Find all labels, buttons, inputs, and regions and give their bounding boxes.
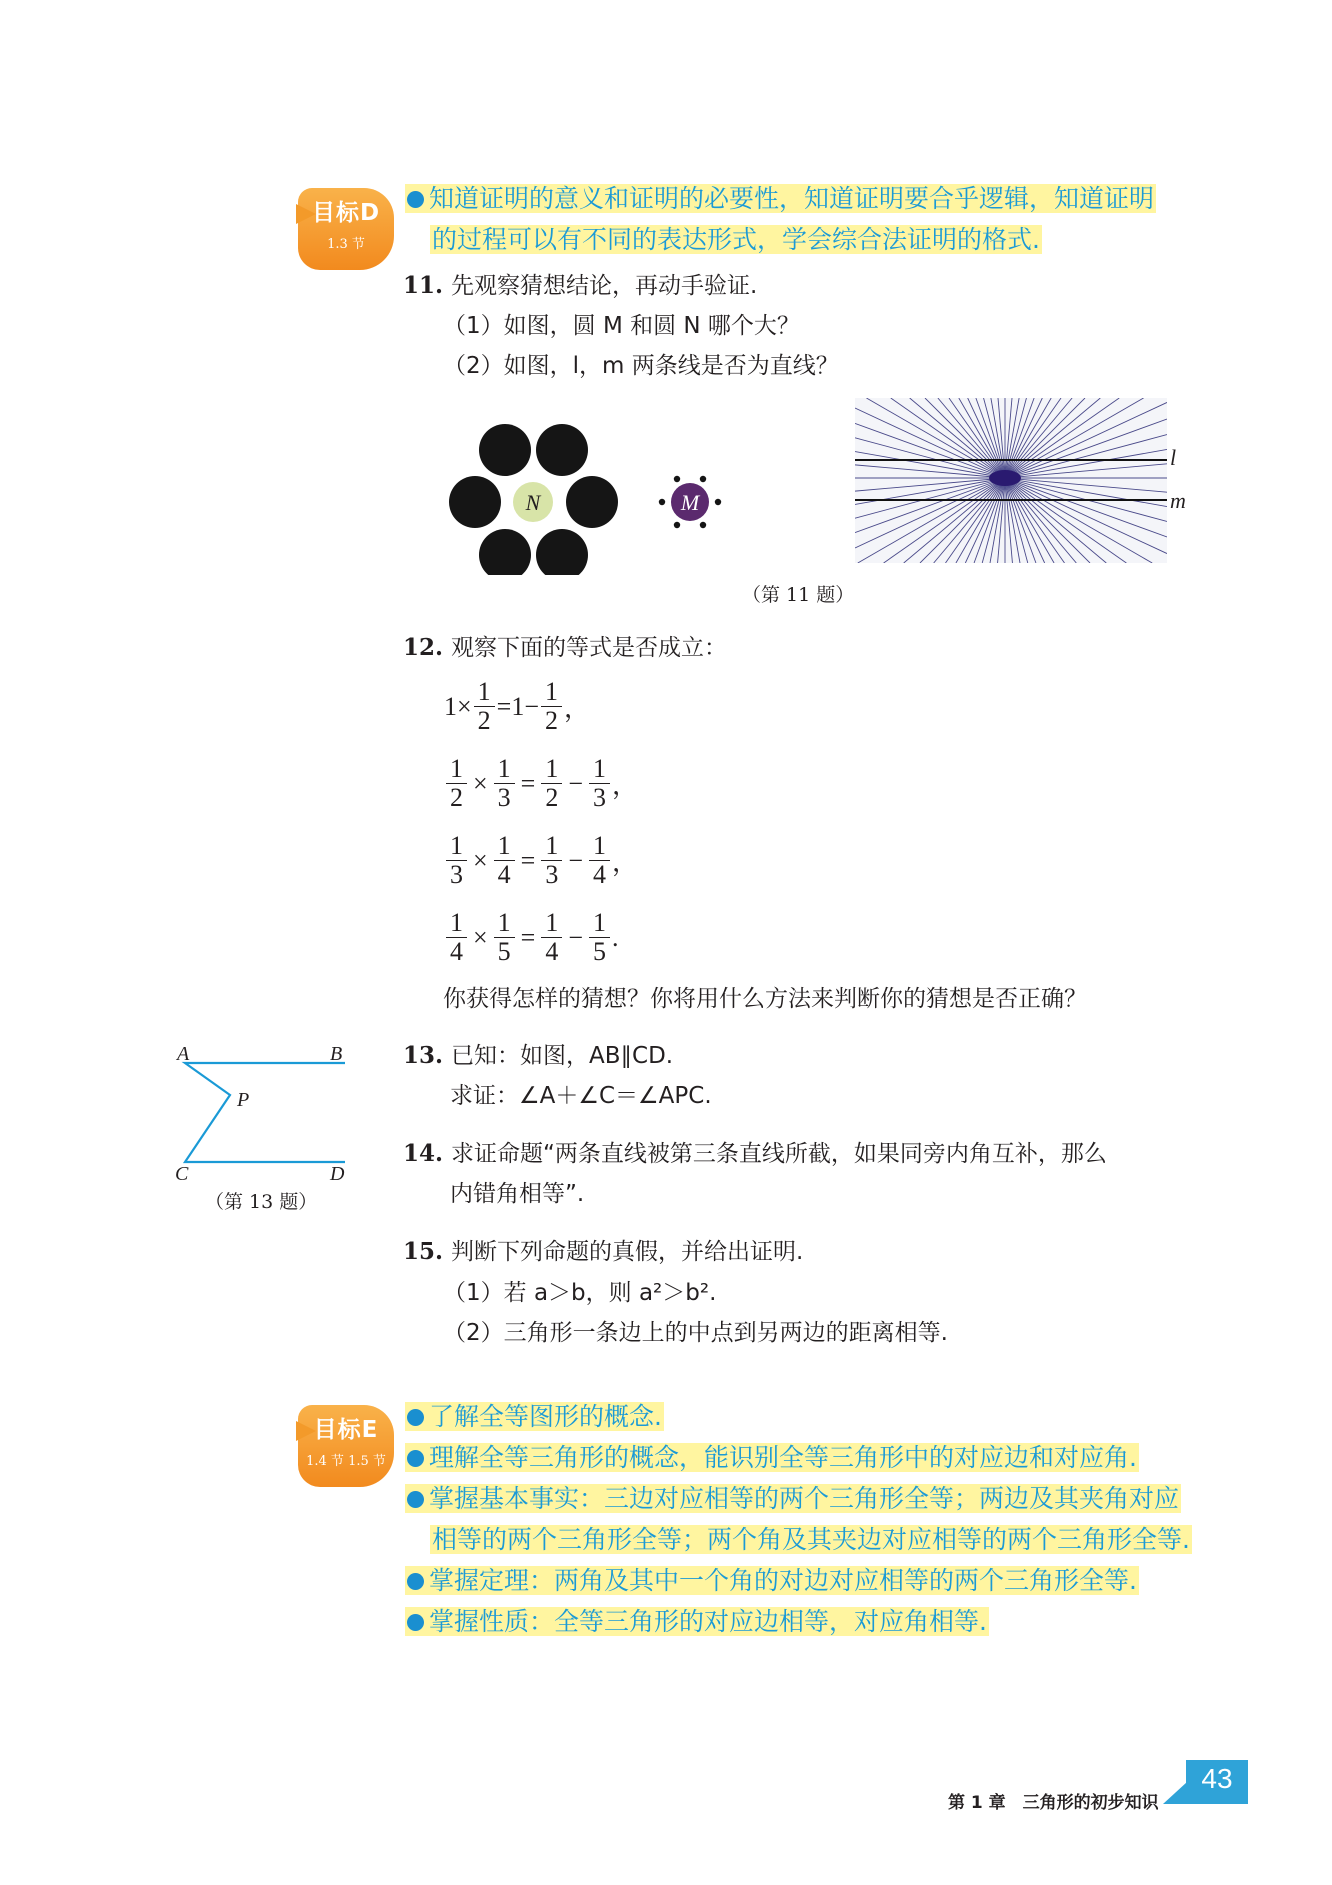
line-m-label: m bbox=[1170, 488, 1186, 513]
label-d: D bbox=[330, 1163, 345, 1185]
goal-e-item-5: 掌握性质：全等三角形的对应边相等，对应角相等. bbox=[405, 1603, 989, 1641]
goal-d-line-1: 知道证明的意义和证明的必要性，知道证明要合乎逻辑，知道证明 bbox=[405, 180, 1156, 218]
q13-caption: （第 13 题） bbox=[205, 1191, 318, 1213]
q12-stem: 12. 观察下面的等式是否成立： bbox=[403, 634, 728, 661]
equation-3: $\frac{1}{3}$ × $\frac{1}{4}$ = $\frac{1}{3}$ − $\frac{1}{4}$ ， bbox=[444, 832, 638, 889]
bullet-icon bbox=[407, 1409, 424, 1426]
goal-e-item-4: 掌握定理：两角及其中一个角的对边对应相等的两个三角形全等. bbox=[405, 1562, 1139, 1600]
chapter-title: 第 1 章 三角形的初步知识 bbox=[948, 1793, 1159, 1813]
bullet-icon bbox=[407, 1491, 424, 1508]
label-b: B bbox=[330, 1043, 343, 1065]
q11-part-1: （1）如图，圆 M 和圆 N 哪个大？ bbox=[443, 313, 800, 339]
goal-e-item-1: 了解全等图形的概念. bbox=[405, 1398, 664, 1436]
circle-m-label: M bbox=[680, 490, 700, 515]
large-circle-top-right bbox=[536, 424, 588, 476]
q13-figure bbox=[165, 1040, 365, 1200]
q11-part-2: （2）如图，l，m 两条线是否为直线？ bbox=[443, 353, 839, 379]
badge-title: 目标D bbox=[311, 200, 381, 226]
q13-given: 13. 已知：如图，AB∥CD. bbox=[403, 1042, 674, 1069]
badge-title: 目标E bbox=[313, 1417, 379, 1443]
line-l-label: l bbox=[1170, 445, 1177, 470]
equation-1: 1× $\frac{1}{2}$ =1− $\frac{1}{2}$ ， bbox=[444, 677, 591, 735]
circle-illusion-figure bbox=[440, 415, 740, 575]
q12-question: 你获得怎样的猜想？你将用什么方法来判断你的猜想是否正确？ bbox=[443, 986, 1087, 1012]
q14-line-2: 内错角相等”. bbox=[450, 1181, 585, 1207]
equation-2: $\frac{1}{2}$ × $\frac{1}{3}$ = $\frac{1}{2}$ − $\frac{1}{3}$ ， bbox=[444, 755, 638, 812]
goal-e-item-3-cont: 相等的两个三角形全等；两个角及其夹边对应相等的两个三角形全等. bbox=[432, 1525, 1190, 1554]
equation-4: $\frac{1}{4}$ × $\frac{1}{5}$ = $\frac{1}{4}$ − $\frac{1}{5}$ . bbox=[444, 909, 619, 966]
zigzag-lines bbox=[185, 1063, 345, 1162]
center-blob bbox=[989, 470, 1021, 486]
q15-part-1: （1）若 a＞b，则 a²＞b². bbox=[443, 1280, 717, 1306]
label-c: C bbox=[175, 1163, 189, 1185]
q11-stem: 11. 先观察猜想结论，再动手验证. bbox=[403, 272, 758, 299]
large-circle-bottom-right bbox=[536, 529, 588, 575]
q15-part-2: （2）三角形一条边上的中点到另两边的距离相等. bbox=[443, 1320, 948, 1346]
label-p: P bbox=[237, 1089, 250, 1111]
q11-caption: （第 11 题） bbox=[742, 584, 855, 606]
large-circle-top-left bbox=[479, 424, 531, 476]
goal-e-item-2: 理解全等三角形的概念，能识别全等三角形中的对应边和对应角. bbox=[405, 1439, 1139, 1477]
bullet-icon bbox=[407, 1450, 424, 1467]
bullet-icon bbox=[407, 191, 424, 208]
circle-n-label: N bbox=[525, 490, 541, 515]
q13-prove: 求证：∠A＋∠C＝∠APC. bbox=[450, 1083, 712, 1109]
goal-d-line-2: 的过程可以有不同的表达形式，学会综合法证明的格式. bbox=[432, 225, 1040, 254]
page-number: 43 bbox=[1201, 1763, 1233, 1794]
badge-section: 1.4 节 1.5 节 bbox=[306, 1454, 386, 1469]
bullet-icon bbox=[407, 1614, 424, 1631]
large-circle-bottom-left bbox=[479, 529, 531, 575]
q14-line-1: 14. 求证命题“两条直线被第三条直线所截，如果同旁内角互补，那么 bbox=[403, 1140, 1107, 1167]
q15-stem: 15. 判断下列命题的真假，并给出证明. bbox=[403, 1238, 804, 1265]
hering-illusion-figure bbox=[855, 398, 1167, 563]
large-circle-left bbox=[449, 476, 501, 528]
bullet-icon bbox=[407, 1573, 424, 1590]
badge-section: 1.3 节 bbox=[327, 237, 365, 252]
label-a: A bbox=[177, 1043, 190, 1065]
large-circle-right bbox=[566, 476, 618, 528]
page-tab-pointer bbox=[1163, 1782, 1187, 1804]
goal-e-item-3: 掌握基本事实：三边对应相等的两个三角形全等；两边及其夹角对应 bbox=[405, 1480, 1181, 1518]
